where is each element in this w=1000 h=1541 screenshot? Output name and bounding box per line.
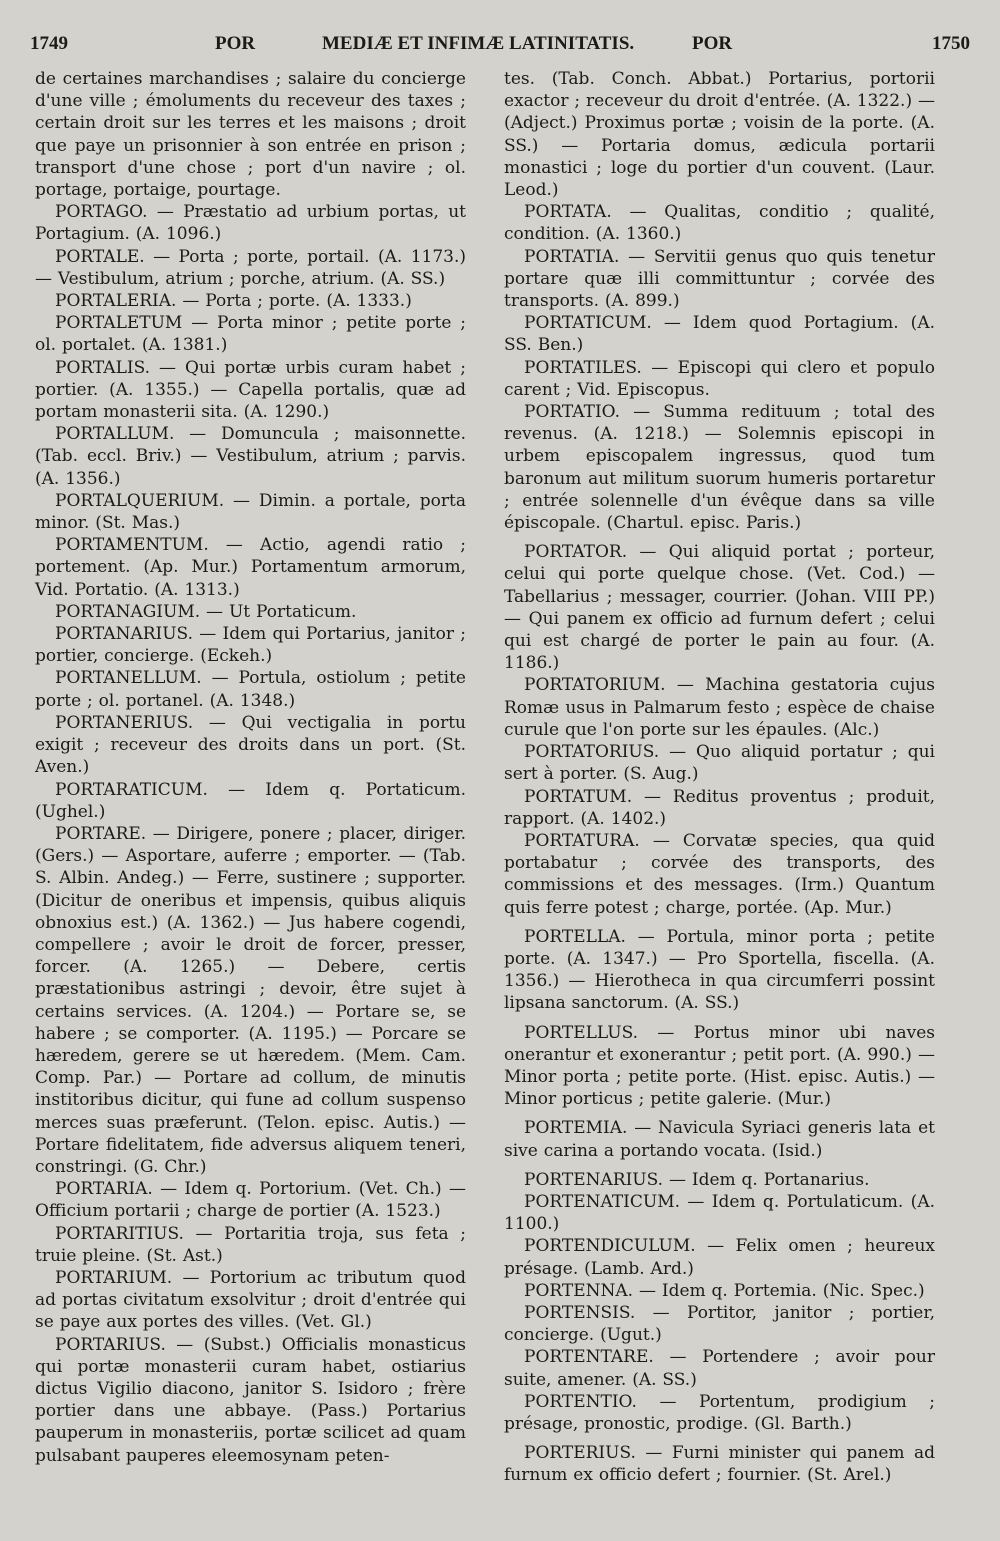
right-column xyxy=(504,68,935,1487)
dictionary-entry: PORTARITIUS. — Portaritia troja, sus feta ; truie pleine. (St. Ast.) xyxy=(35,1223,466,1266)
dictionary-entry: PORTANAGIUM. — Ut Portaticum. xyxy=(55,601,357,622)
dictionary-entry: PORTATIO. — Summa redituum ; total des revenus. (A. 1218.) — Solemnis episcopi in urbem episcopalem ingressus, quod tum baronum aut militum suorum humeris portaretur ; entrée solennelle d'un évêque dans sa ville épiscopale. (Chartul. episc. Paris.) xyxy=(504,402,935,534)
running-head xyxy=(30,33,970,59)
running-title: MEDIÆ ET INFIMÆ LATINITATIS. xyxy=(322,33,635,54)
dictionary-entry: PORTENSIS. — Portitor, janitor ; portier, concierge. (Ugut.) xyxy=(504,1302,935,1346)
dictionary-entry: PORTATUM. — Reditus proventus ; produit, rapport. (A. 1402.) xyxy=(504,786,935,829)
dictionary-entry: PORTANARIUS. — Idem qui Portarius, janitor ; portier, concierge. (Eckeh.) xyxy=(35,624,466,667)
dictionary-entry: PORTATURA. — Corvatæ species, qua quid portabatur ; corvée des transports, des commissions et des messages. (Irm.) Quantum quis ferre potest ; charge, portée. (Ap. Mur.) xyxy=(504,830,935,918)
dictionary-entry: PORTENNA. — Idem q. Portemia. (Nic. Spec.) xyxy=(524,1280,925,1301)
dictionary-entry: PORTEMIA. — Navicula Syriaci generis lata et sive carina a portando vocata. (Isid.) xyxy=(504,1118,935,1161)
dictionary-entry: PORTALERIA. — Porta ; porte. (A. 1333.) xyxy=(55,291,412,312)
dictionary-entry: PORTENDICULUM. — Felix omen ; heureux présage. (Lamb. Ard.) xyxy=(504,1236,935,1279)
dictionary-entry: PORTARE. — Dirigere, ponere ; placer, diriger. (Gers.) — Asportare, auferre ; emporter. — (Tab. S. Albin. Andeg.) — Ferre, sustinere ; supporter. (Dicitur de oneribus et impensis, quibus aliquis obnoxius est.) (A. 1362.) — Jus habere cogendi, compellere ; avoir le droit de forcer, presser, forcer. (A. 1265.) — Debere, certis præstationibus astringi ; devoir, être sujet à certains services. (A. 1204.) — Portare se, se habere ; se comporter. (A. 1195.) — Porcare se hæredem, gerere se ut hæredem. (Mem. Cam. Comp. Par.) — Portare ad collum, de minutis institoribus dicitur, qui fune ad collum suspenso merces suas præferunt. (Telon. episc. Autis.) — Portare fidelitatem, fide adversus aliquem teneri, constringi. (G. Chr.) xyxy=(35,823,466,1177)
dictionary-entry: PORTALLUM. — Domuncula ; maisonnette. (Tab. eccl. Briv.) — Vestibulum, atrium ; parvis. (A. 1356.) xyxy=(35,424,466,489)
dictionary-entry: PORTALE. — Porta ; porte, portail. (A. 1173.) — Vestibulum, atrium ; porche, atrium. (A. SS.) xyxy=(35,246,466,289)
dictionary-entry: PORTATIA. — Servitii genus quo quis tenetur portare quæ illi committuntur ; corvée des transports. (A. 899.) xyxy=(504,246,935,312)
dictionary-entry: PORTELLA. — Portula, minor porta ; petite porte. (A. 1347.) — Pro Sportella, fiscella. (A. 1356.) — Hierotheca in qua circumferri possint lipsana sanctorum. (A. SS.) xyxy=(504,926,935,1014)
dictionary-entry: PORTATOR. — Qui aliquid portat ; porteur, celui qui porte quelque chose. (Vet. Cod.) — Tabellarius ; messager, courrier. (Johan. VIII PP.) — Qui panem ex officio ad furnum defert ; celui qui est chargé de porter le pain au four. (A. 1186.) xyxy=(504,542,935,674)
dictionary-entry: PORTARIUS. — (Subst.) Officialis monasticus qui portæ monasterii curam habet, ostiarius dictus Vigilio diacono, janitor S. Isidoro ; frère portier dans une abbaye. (Pass.) Portarius pauperum in monasteriis, portæ scilicet ad quam pulsabant pauperes eleemosynam peten- xyxy=(35,1334,466,1466)
dictionary-entry: PORTELLUS. — Portus minor ubi naves onerantur et exonerantur ; petit port. (A. 990.) — Minor porta ; petite porte. (Hist. episc. Autis.) — Minor porticus ; petite galerie. (Mur.) xyxy=(504,1022,935,1110)
dictionary-entry: PORTENTIO. — Portentum, prodigium ; présage, pronostic, prodige. (Gl. Barth.) xyxy=(504,1391,935,1434)
dictionary-entry: PORTAMENTUM. — Actio, agendi ratio ; portement. (Ap. Mur.) Portamentum armorum, Vid. Portatio. (A. 1313.) xyxy=(35,535,466,600)
dictionary-entry: PORTENATICUM. — Idem q. Portulaticum. (A. 1100.) xyxy=(504,1191,935,1235)
left-column xyxy=(35,68,466,1467)
dictionary-entry: PORTALQUERIUM. — Dimin. a portale, porta minor. (St. Mas.) xyxy=(35,490,466,534)
dictionary-entry: PORTALIS. — Qui portæ urbis curam habet ; portier. (A. 1355.) — Capella portalis, quæ ad portam monasterii sita. (A. 1290.) xyxy=(35,357,466,423)
dictionary-entry: PORTARATICUM. — Idem q. Portaticum. (Ughel.) xyxy=(35,779,466,822)
dictionary-entry: PORTENARIUS. — Idem q. Portanarius. xyxy=(524,1169,870,1190)
entry-continuation: de certaines marchandises ; salaire du concierge d'une ville ; émoluments du receveur des taxes ; certain droit sur les terres et les maisons ; droit que paye un prisonnier à son entrée en prison ; transport d'une chose ; port d'un navire ; ol. portage, portaige, pourtage. xyxy=(35,69,466,201)
dictionary-entry: PORTAGO. — Præstatio ad urbium portas, ut Portagium. (A. 1096.) xyxy=(35,202,466,245)
headword-left: POR xyxy=(215,33,256,54)
page-number-right: 1750 xyxy=(932,33,970,54)
page-number-left: 1749 xyxy=(30,33,68,54)
dictionary-entry: PORTATA. — Qualitas, conditio ; qualité, condition. (A. 1360.) xyxy=(504,202,935,245)
dictionary-entry: PORTATILES. — Episcopi qui clero et populo carent ; Vid. Episcopus. xyxy=(504,357,935,400)
dictionary-entry: PORTARIUM. — Portorium ac tributum quod ad portas civitatum exsolvitur ; droit d'entrée qui se paye aux portes des villes. (Vet. Gl.) xyxy=(35,1267,466,1333)
dictionary-entry: PORTARIA. — Idem q. Portorium. (Vet. Ch.) — Officium portarii ; charge de portier (A. 1523.) xyxy=(35,1179,466,1222)
dictionary-entry: PORTALETUM — Porta minor ; petite porte ; ol. portalet. (A. 1381.) xyxy=(35,313,466,356)
dictionary-entry: PORTATICUM. — Idem quod Portagium. (A. SS. Ben.) xyxy=(504,313,935,356)
dictionary-entry: PORTANERIUS. — Qui vectigalia in portu exigit ; receveur des droits dans un port. (St. Aven.) xyxy=(35,712,466,778)
dictionary-entry: PORTATORIUS. — Quo aliquid portatur ; qui sert à porter. (S. Aug.) xyxy=(504,742,935,785)
entry-continuation: tes. (Tab. Conch. Abbat.) Portarius, portorii exactor ; receveur du droit d'entrée. (A. 1322.) — (Adject.) Proximus portæ ; voisin de la porte. (A. SS.) — Portaria domus, ædicula portarii monastici ; loge du portier d'un couvent. (Laur. Leod.) xyxy=(504,69,935,201)
dictionary-entry: PORTENTARE. — Portendere ; avoir pour suite, amener. (A. SS.) xyxy=(504,1347,935,1390)
dictionary-entry: PORTATORIUM. — Machina gestatoria cujus Romæ usus in Palmarum festo ; espèce de chaise curule que l'on porte sur les épaules. (Alc.) xyxy=(504,675,935,740)
dictionary-entry: PORTANELLUM. — Portula, ostiolum ; petite porte ; ol. portanel. (A. 1348.) xyxy=(35,668,466,711)
headword-right: POR xyxy=(692,33,733,54)
dictionary-entry: PORTERIUS. — Furni minister qui panem ad furnum ex officio defert ; fournier. (St. Arel.) xyxy=(504,1443,935,1486)
